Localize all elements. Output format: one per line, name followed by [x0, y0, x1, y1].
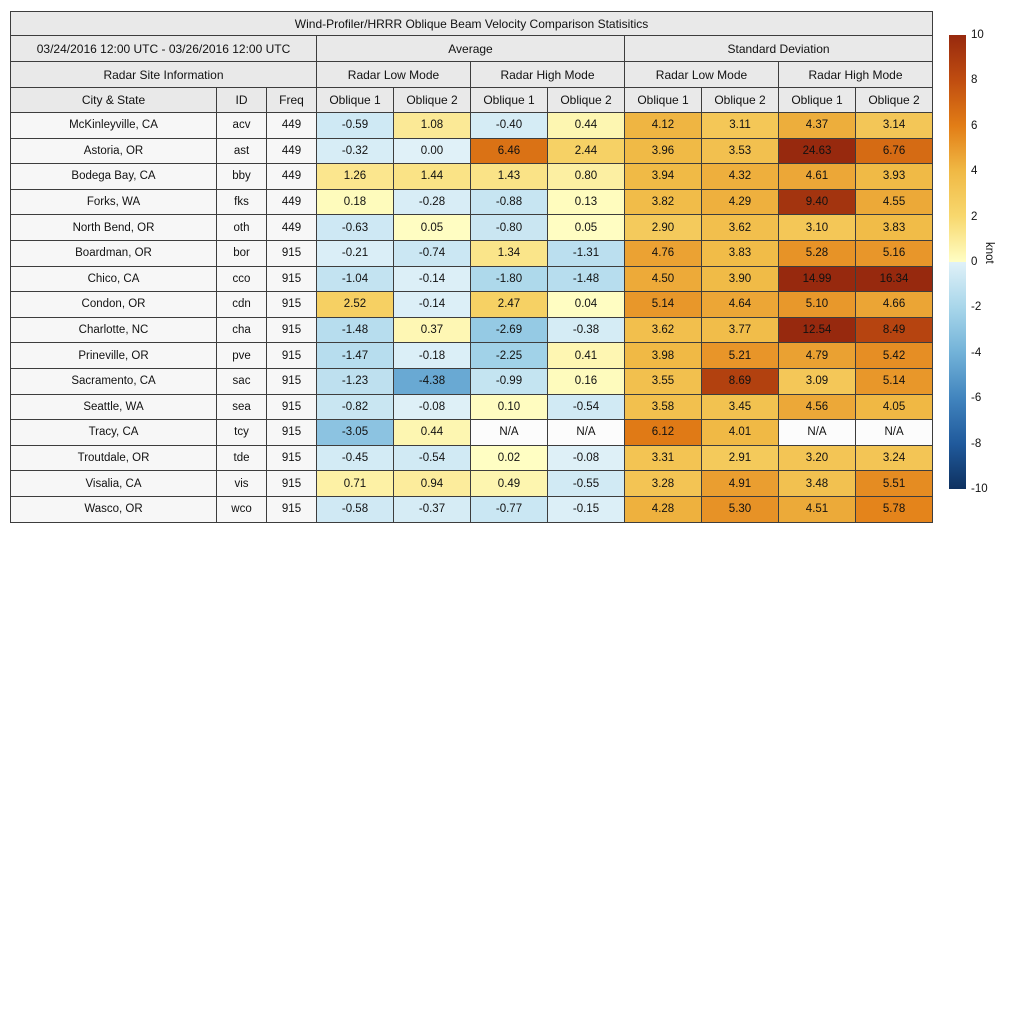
oblique1-column-header: Oblique 1	[625, 88, 702, 113]
value-cell: 3.83	[856, 215, 933, 241]
value-cell: 2.52	[317, 292, 394, 318]
table-row	[11, 394, 933, 420]
value-cell: 0.18	[317, 189, 394, 215]
value-cell: -1.31	[548, 240, 625, 266]
value-cell: 3.20	[779, 445, 856, 471]
colorbar-unit-label: knot	[983, 242, 995, 264]
site-id-cell: wco	[217, 496, 267, 522]
oblique1-column-header: Oblique 1	[471, 88, 548, 113]
value-cell: N/A	[856, 420, 933, 446]
value-cell: 3.31	[625, 445, 702, 471]
value-cell: -1.47	[317, 343, 394, 369]
value-cell: -4.38	[394, 368, 471, 394]
value-cell: 4.29	[702, 189, 779, 215]
table-row	[11, 164, 933, 190]
value-cell: -0.18	[394, 343, 471, 369]
colorbar-tick: -6	[971, 392, 982, 405]
colorbar-tick: -8	[971, 437, 982, 450]
freq-cell: 915	[267, 445, 317, 471]
value-cell: 5.51	[856, 471, 933, 497]
table-row	[11, 266, 933, 292]
value-cell: 3.48	[779, 471, 856, 497]
value-cell: -3.05	[317, 420, 394, 446]
site-id-cell: tcy	[217, 420, 267, 446]
freq-column-header: Freq	[267, 88, 317, 113]
value-cell: 1.08	[394, 113, 471, 139]
value-cell: 4.61	[779, 164, 856, 190]
value-cell: -0.21	[317, 240, 394, 266]
table-row	[11, 343, 933, 369]
oblique1-column-header: Oblique 1	[317, 88, 394, 113]
value-cell: -1.80	[471, 266, 548, 292]
avg-low-mode-header: Radar Low Mode	[317, 62, 471, 88]
freq-cell: 915	[267, 317, 317, 343]
site-id-cell: sea	[217, 394, 267, 420]
city-cell: Wasco, OR	[11, 496, 217, 522]
value-cell: 3.83	[702, 240, 779, 266]
freq-cell: 915	[267, 292, 317, 318]
colorbar-tick: 2	[971, 210, 978, 223]
colorbar-tick: 0	[971, 256, 978, 268]
value-cell: 3.09	[779, 368, 856, 394]
value-cell: 4.91	[702, 471, 779, 497]
site-id-cell: ast	[217, 138, 267, 164]
value-cell: -1.48	[548, 266, 625, 292]
value-cell: 3.55	[625, 368, 702, 394]
oblique2-column-header: Oblique 2	[856, 88, 933, 113]
value-cell: 4.37	[779, 113, 856, 139]
value-cell: 3.28	[625, 471, 702, 497]
freq-cell: 915	[267, 240, 317, 266]
site-id-cell: tde	[217, 445, 267, 471]
freq-cell: 915	[267, 266, 317, 292]
value-cell: 2.44	[548, 138, 625, 164]
value-cell: 0.13	[548, 189, 625, 215]
value-cell: 3.93	[856, 164, 933, 190]
value-cell: 9.40	[779, 189, 856, 215]
value-cell: -0.88	[471, 189, 548, 215]
city-cell: Charlotte, NC	[11, 317, 217, 343]
oblique2-column-header: Oblique 2	[702, 88, 779, 113]
value-cell: 0.05	[394, 215, 471, 241]
value-cell: 6.76	[856, 138, 933, 164]
value-cell: -0.55	[548, 471, 625, 497]
colorbar-tick: 6	[971, 119, 978, 132]
value-cell: 3.96	[625, 138, 702, 164]
freq-cell: 449	[267, 189, 317, 215]
value-cell: 6.46	[471, 138, 548, 164]
value-cell: -0.08	[548, 445, 625, 471]
value-cell: 4.55	[856, 189, 933, 215]
value-cell: 3.94	[625, 164, 702, 190]
value-cell: 3.90	[702, 266, 779, 292]
colorbar-tick: 4	[971, 165, 978, 178]
value-cell: 4.66	[856, 292, 933, 318]
value-cell: 6.12	[625, 420, 702, 446]
value-cell: 3.77	[702, 317, 779, 343]
value-cell: -0.37	[394, 496, 471, 522]
site-id-cell: cco	[217, 266, 267, 292]
std-high-mode-header: Radar High Mode	[779, 62, 933, 88]
value-cell: 3.45	[702, 394, 779, 420]
colorbar-tick: -2	[971, 301, 982, 314]
table-row	[11, 317, 933, 343]
value-cell: 3.62	[702, 215, 779, 241]
city-cell: Seattle, WA	[11, 394, 217, 420]
value-cell: 1.44	[394, 164, 471, 190]
value-cell: N/A	[779, 420, 856, 446]
value-cell: 1.26	[317, 164, 394, 190]
value-cell: -0.45	[317, 445, 394, 471]
value-cell: 24.63	[779, 138, 856, 164]
city-cell: Condon, OR	[11, 292, 217, 318]
value-cell: -0.38	[548, 317, 625, 343]
value-cell: 2.91	[702, 445, 779, 471]
value-cell: -0.63	[317, 215, 394, 241]
value-cell: 0.71	[317, 471, 394, 497]
value-cell: 1.34	[471, 240, 548, 266]
value-cell: 5.10	[779, 292, 856, 318]
value-cell: 0.44	[548, 113, 625, 139]
value-cell: -0.54	[394, 445, 471, 471]
table-row	[11, 189, 933, 215]
value-cell: 0.02	[471, 445, 548, 471]
site-id-cell: cha	[217, 317, 267, 343]
value-cell: -0.15	[548, 496, 625, 522]
value-cell: 2.90	[625, 215, 702, 241]
value-cell: 3.53	[702, 138, 779, 164]
table-title: Wind-Profiler/HRRR Oblique Beam Velocity Comparison Statisitics	[11, 12, 933, 36]
stddev-group-header: Standard Deviation	[625, 36, 933, 62]
value-cell: 4.56	[779, 394, 856, 420]
oblique2-column-header: Oblique 2	[548, 88, 625, 113]
value-cell: 4.79	[779, 343, 856, 369]
value-cell: 12.54	[779, 317, 856, 343]
table-row	[11, 240, 933, 266]
freq-cell: 915	[267, 420, 317, 446]
site-id-cell: bor	[217, 240, 267, 266]
value-cell: 4.12	[625, 113, 702, 139]
std-low-mode-header: Radar Low Mode	[625, 62, 779, 88]
value-cell: -0.74	[394, 240, 471, 266]
value-cell: 5.14	[856, 368, 933, 394]
value-cell: N/A	[471, 420, 548, 446]
table-row	[11, 420, 933, 446]
value-cell: 1.43	[471, 164, 548, 190]
value-cell: -0.59	[317, 113, 394, 139]
city-state-column-header: City & State	[11, 88, 217, 113]
site-id-cell: cdn	[217, 292, 267, 318]
city-cell: Forks, WA	[11, 189, 217, 215]
city-cell: McKinleyville, CA	[11, 113, 217, 139]
value-cell: 0.16	[548, 368, 625, 394]
value-cell: -0.80	[471, 215, 548, 241]
value-cell: -0.40	[471, 113, 548, 139]
value-cell: 0.94	[394, 471, 471, 497]
average-group-header: Average	[317, 36, 625, 62]
site-id-cell: oth	[217, 215, 267, 241]
value-cell: 0.80	[548, 164, 625, 190]
freq-cell: 915	[267, 368, 317, 394]
table-row	[11, 368, 933, 394]
value-cell: 4.50	[625, 266, 702, 292]
city-cell: Astoria, OR	[11, 138, 217, 164]
oblique2-column-header: Oblique 2	[394, 88, 471, 113]
oblique1-column-header: Oblique 1	[779, 88, 856, 113]
value-cell: 3.58	[625, 394, 702, 420]
value-cell: 4.28	[625, 496, 702, 522]
freq-cell: 915	[267, 471, 317, 497]
value-cell: 4.05	[856, 394, 933, 420]
colorbar	[949, 35, 966, 489]
value-cell: 3.82	[625, 189, 702, 215]
site-id-cell: fks	[217, 189, 267, 215]
value-cell: -0.28	[394, 189, 471, 215]
table-row	[11, 113, 933, 139]
value-cell: 3.24	[856, 445, 933, 471]
value-cell: 3.14	[856, 113, 933, 139]
value-cell: 16.34	[856, 266, 933, 292]
value-cell: -0.99	[471, 368, 548, 394]
value-cell: 0.10	[471, 394, 548, 420]
table-row	[11, 471, 933, 497]
value-cell: -0.32	[317, 138, 394, 164]
city-cell: Troutdale, OR	[11, 445, 217, 471]
value-cell: 3.10	[779, 215, 856, 241]
value-cell: -0.08	[394, 394, 471, 420]
freq-cell: 915	[267, 496, 317, 522]
value-cell: 5.14	[625, 292, 702, 318]
value-cell: 4.76	[625, 240, 702, 266]
city-cell: Boardman, OR	[11, 240, 217, 266]
city-cell: Chico, CA	[11, 266, 217, 292]
value-cell: 0.49	[471, 471, 548, 497]
value-cell: 8.49	[856, 317, 933, 343]
table-row	[11, 138, 933, 164]
value-cell: 0.37	[394, 317, 471, 343]
value-cell: -0.14	[394, 292, 471, 318]
value-cell: 4.64	[702, 292, 779, 318]
value-cell: -2.69	[471, 317, 548, 343]
value-cell: 5.42	[856, 343, 933, 369]
value-cell: 0.44	[394, 420, 471, 446]
table-row	[11, 215, 933, 241]
value-cell: 5.16	[856, 240, 933, 266]
colorbar-tick: -4	[971, 346, 982, 359]
table-row	[11, 445, 933, 471]
site-id-cell: bby	[217, 164, 267, 190]
site-id-cell: vis	[217, 471, 267, 497]
avg-high-mode-header: Radar High Mode	[471, 62, 625, 88]
city-cell: Sacramento, CA	[11, 368, 217, 394]
freq-cell: 449	[267, 164, 317, 190]
value-cell: -1.48	[317, 317, 394, 343]
city-cell: Prineville, OR	[11, 343, 217, 369]
value-cell: -0.54	[548, 394, 625, 420]
value-cell: 0.00	[394, 138, 471, 164]
value-cell: 3.11	[702, 113, 779, 139]
value-cell: -1.23	[317, 368, 394, 394]
id-column-header: ID	[217, 88, 267, 113]
colorbar-tick: 8	[971, 74, 978, 87]
value-cell: 14.99	[779, 266, 856, 292]
value-cell: 8.69	[702, 368, 779, 394]
freq-cell: 449	[267, 215, 317, 241]
site-info-header: Radar Site Information	[11, 62, 317, 88]
statistics-table	[10, 11, 933, 523]
freq-cell: 449	[267, 113, 317, 139]
value-cell: 4.01	[702, 420, 779, 446]
value-cell: -2.25	[471, 343, 548, 369]
value-cell: 0.04	[548, 292, 625, 318]
city-cell: North Bend, OR	[11, 215, 217, 241]
value-cell: 5.21	[702, 343, 779, 369]
value-cell: 4.32	[702, 164, 779, 190]
value-cell: N/A	[548, 420, 625, 446]
value-cell: -1.04	[317, 266, 394, 292]
city-cell: Tracy, CA	[11, 420, 217, 446]
table-row	[11, 496, 933, 522]
value-cell: 0.41	[548, 343, 625, 369]
city-cell: Visalia, CA	[11, 471, 217, 497]
value-cell: 5.30	[702, 496, 779, 522]
value-cell: 5.78	[856, 496, 933, 522]
colorbar-tick: 10	[971, 29, 984, 41]
date-range-header: 03/24/2016 12:00 UTC - 03/26/2016 12:00 UTC	[11, 36, 317, 62]
freq-cell: 915	[267, 343, 317, 369]
value-cell: 3.62	[625, 317, 702, 343]
freq-cell: 449	[267, 138, 317, 164]
city-cell: Bodega Bay, CA	[11, 164, 217, 190]
value-cell: -0.14	[394, 266, 471, 292]
site-id-cell: sac	[217, 368, 267, 394]
value-cell: 2.47	[471, 292, 548, 318]
site-id-cell: acv	[217, 113, 267, 139]
value-cell: -0.58	[317, 496, 394, 522]
value-cell: 5.28	[779, 240, 856, 266]
value-cell: -0.77	[471, 496, 548, 522]
value-cell: 3.98	[625, 343, 702, 369]
value-cell: 0.05	[548, 215, 625, 241]
colorbar-tick: -10	[971, 483, 988, 495]
table-row	[11, 292, 933, 318]
colorbar-gradient	[949, 35, 966, 489]
value-cell: 4.51	[779, 496, 856, 522]
site-id-cell: pve	[217, 343, 267, 369]
freq-cell: 915	[267, 394, 317, 420]
value-cell: -0.82	[317, 394, 394, 420]
